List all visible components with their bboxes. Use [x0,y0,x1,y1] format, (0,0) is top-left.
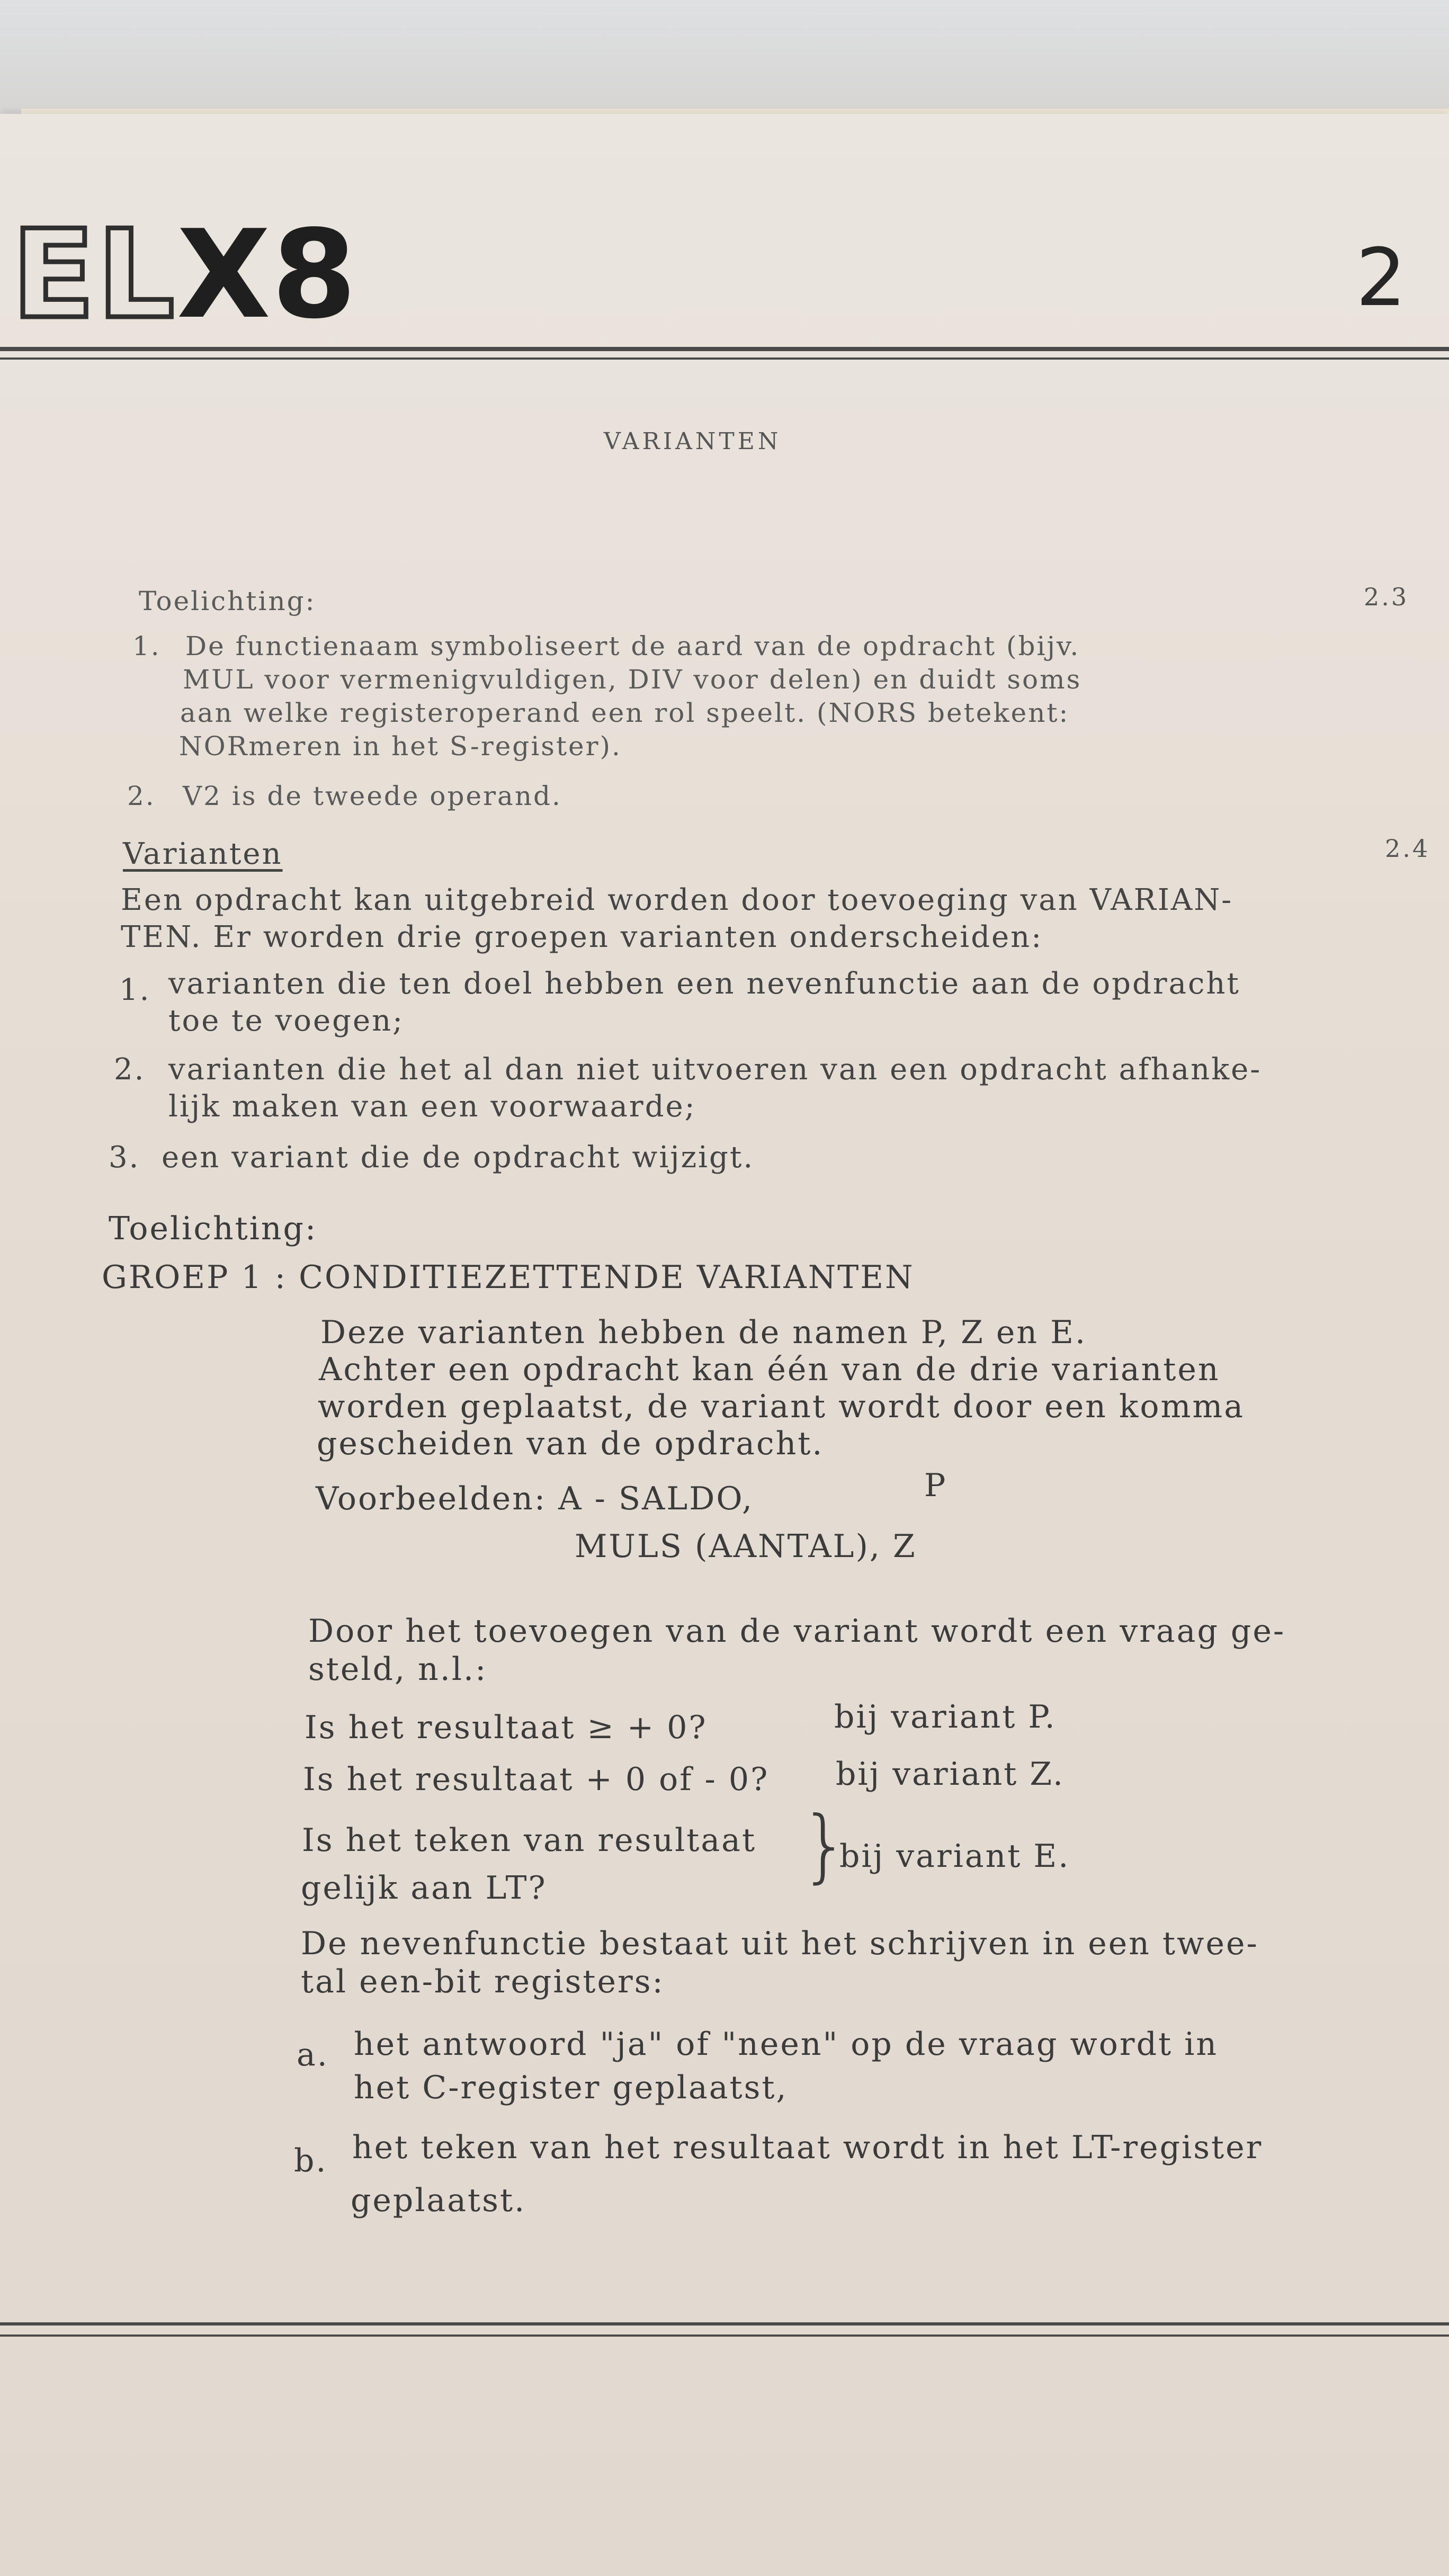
toelichting-item-1-line: aan welke registeroperand een rol speelt. (NORS betekent: [180,697,1070,728]
page-number: 2 [1356,232,1407,324]
varianten-item-1-line: toe te voegen; [168,1004,405,1038]
varianten-item-2-number: 2. [114,1052,146,1087]
toelichting-item-2-number: 2. [127,781,156,811]
groep-1-para-2-line: steld, n.l.: [308,1651,488,1688]
list-a-line: het antwoord "ja" of "neen" op de vraag wordt in [354,2026,1219,2063]
question-p: Is het resultaat ≥ + 0? [305,1709,708,1746]
varianten-heading: Varianten [123,837,283,871]
backdrop [0,0,1449,124]
varianten-item-3-number: 3. [109,1140,140,1175]
list-a-label: a. [297,2036,329,2073]
example-2: MULS (AANTAL), Z [575,1528,917,1565]
section-title: VARIANTEN [604,428,782,455]
list-b-label: b. [294,2142,328,2179]
varianten-intro-line: TEN. Er worden drie groepen varianten onderscheiden: [121,920,1043,954]
groep-1-para-line: worden geplaatst, de variant wordt door een komma [318,1388,1245,1425]
varianten-intro-line: Een opdracht kan uitgebreid worden door toevoeging van VARIAN- [121,883,1233,917]
groep-1-para-3-line: tal een-bit registers: [301,1963,665,2000]
groep-1-para-2-line: Door het toevoegen van de variant wordt een vraag ge- [308,1613,1286,1650]
groep-1-para-3-line: De nevenfunctie bestaat uit het schrijven in een twee- [301,1925,1259,1962]
varianten-item-2-line: lijk maken van een voorwaarde; [168,1089,696,1124]
groep-1-heading: GROEP 1 : CONDITIEZETTENDE VARIANTEN [102,1259,915,1296]
section-ref-2-3: 2.3 [1364,583,1409,611]
groep-1-para-line: gescheiden van de opdracht. [317,1425,824,1462]
question-z: Is het resultaat + 0 of - 0? [303,1761,770,1798]
varianten-item-3-text: een variant die de opdracht wijzigt. [162,1140,755,1175]
footer-rule [0,2322,1449,2325]
varianten-item-1-line: varianten die ten doel hebben een nevenfunctie aan de opdracht [168,967,1240,1001]
examples-label: Voorbeelden: A - SALDO, [316,1480,754,1517]
toelichting-item-2-text: V2 is de tweede operand. [183,781,562,811]
toelichting-item-1-number: 1. [132,631,161,661]
header-rule-2 [0,357,1449,360]
groep-1-para-line: Deze varianten hebben de namen P, Z en E. [320,1314,1087,1351]
varianten-item-1-number: 1. [119,973,151,1007]
question-p-variant: bij variant P. [834,1698,1057,1736]
toelichting-2-heading: Toelichting: [109,1210,318,1247]
list-b-line: geplaatst. [351,2182,526,2219]
elx8-logo [12,204,358,346]
brace-symbol: } [800,1800,851,1892]
question-e-variant: bij variant E. [839,1838,1070,1875]
groep-1-para-line: Achter een opdracht kan één van de drie varianten [319,1351,1220,1388]
varianten-item-2-line: varianten die het al dan niet uitvoeren van een opdracht afhanke- [168,1052,1262,1087]
toelichting-item-1-line: NORmeren in het S-register). [179,731,622,762]
logo-solid-text: X8 [176,204,358,346]
toelichting-heading: Toelichting: [139,586,316,616]
question-e-line: Is het teken van resultaat [302,1822,757,1859]
toelichting-item-1-line: MUL voor vermenigvuldigen, DIV voor delen) en duidt soms [183,664,1082,695]
toelichting-item-1-line: De functienaam symboliseert de aard van de opdracht (bijv. [185,631,1080,661]
example-1-variant: P [924,1467,947,1504]
question-z-variant: bij variant Z. [836,1756,1065,1793]
header-rule [0,347,1449,351]
footer-rule-2 [0,2334,1449,2337]
section-ref-2-4: 2.4 [1385,834,1430,863]
list-a-line: het C-register geplaatst, [354,2069,788,2106]
logo-outline-text: EL [12,204,177,346]
list-b-line: het teken van het resultaat wordt in het LT-register [352,2129,1263,2166]
question-e-line: gelijk aan LT? [301,1870,547,1907]
